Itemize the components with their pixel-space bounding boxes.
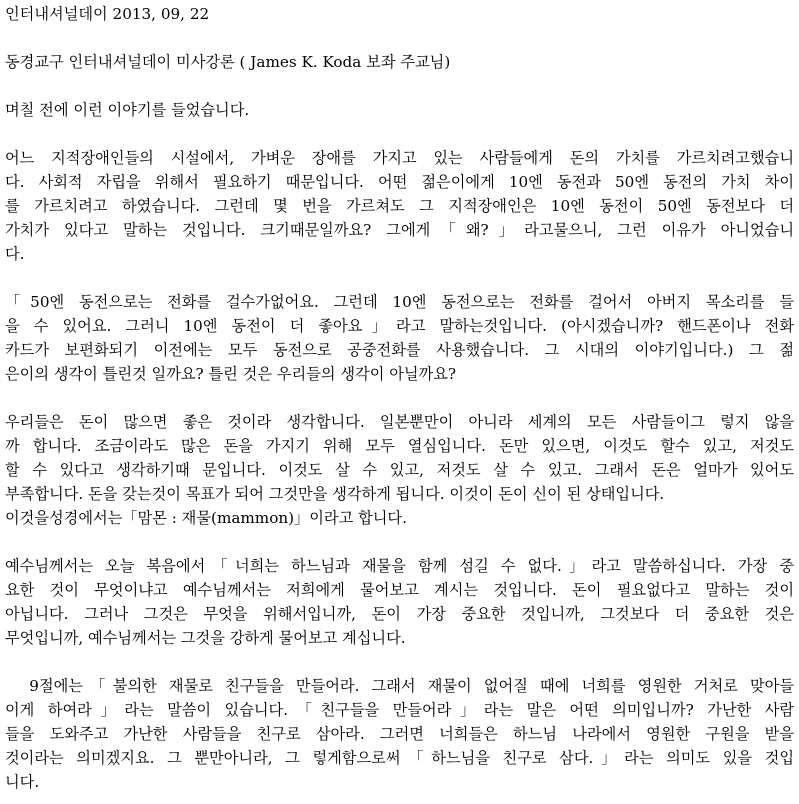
paragraph-line: 다. 사회적 자립을 위해서 필요하기 때문입니다. 어떤 젊은이에게 10엔 동전과 50엔 동전의 가치 차이 [5,173,794,191]
paragraph-line: 이게 하여라」라는 말씀이 있습니다.「친구들을 만들어라」라는 말은 어떤 의미입니까? 가난한 사람 [5,701,794,719]
spacer [5,530,794,554]
paragraph-line: 를 가르치려고 하였습니다. 그런데 몇 번을 가르쳐도 그 지적장애인은 10엔 동전이 50엔 동전보다 더 [5,197,794,215]
paragraph-line: 요한 것이 무엇이냐고 예수님께서는 저희에게 물어보고 계시는 것입니다. 돈이 필요없다고 말하는 것이 [5,581,794,599]
paragraph-line: 며칠 전에 이런 이야기를 들었습니다. [5,101,250,119]
spacer [5,266,794,290]
paragraph-line: 부족합니다. 돈을 갖는것이 목표가 되어 그것만을 생각하게 됩니다. 이것이 돈이 신이 된 상태입니다. [5,485,665,503]
paragraph-money [5,410,794,530]
spacer [5,650,794,674]
paragraph-line: 아닙니다. 그러나 그것은 무엇을 위해서입니까, 돈이 가장 중요한 것입니까, 그것보다 더 중요한 것은 [5,605,794,623]
paragraph-line: 할 수 있다고 생각하기때 문입니다. 이것도 살 수 있고, 저것도 살 수 있고. 그래서 돈은 얼마가 있어도 [5,461,794,479]
paragraph-line: 들을 도와주고 가난한 사람들을 친구로 삼아라. 그러면 너희들은 하느님 나라에서 영원한 구원을 받을 [5,725,794,743]
paragraph-story [5,146,794,266]
spacer [5,122,794,146]
paragraph-gospel [5,554,794,650]
paragraph-line: 것이라는 의미겠지요. 그 뿐만아니라, 그 렇게함으로써「하느님을 친구로 삼다.」라는 의미도 있을 것입 [5,749,794,767]
paragraph-line: 우리들은 돈이 많으면 좋은 것이라 생각합니다. 일본뿐만이 아니라 세계의 모든 사람들이그 렇지 않을 [5,413,794,431]
spacer [5,26,794,50]
spacer [5,74,794,98]
paragraph-line: 니다. [5,773,40,791]
paragraph-line: 까 합니다. 조금이라도 많은 돈을 가지기 위해 모두 열심입니다. 돈만 있으면, 이것도 할수 있고, 저것도 [5,437,794,455]
paragraph-line: 이것을성경에서는「맘몬 : 재물(mammon)」이라고 합니다. [5,509,407,527]
paragraph-line: 무엇입니까, 예수님께서는 그것을 강하게 물어보고 계십니다. [5,629,406,647]
paragraph-intro [5,98,794,122]
paragraph-verse9 [5,674,794,794]
date-line: 인터내셔널데이 2013, 09, 22 [5,5,210,23]
paragraph-line: 은이의 생각이 틀린것 일까요? 틀린 것은 우리들의 생각이 아닐까요? [5,365,457,383]
paragraph-line: 을 수 있어요. 그러니 10엔 동전이 더 좋아요」라고 말하는것입니다. (아시겠습니까? 핸드폰이나 전화 [5,317,794,335]
paragraph-line: 어느 지적장애인들의 시설에서, 가벼운 장애를 가지고 있는 사람들에게 돈의 가치를 가르치려고했습니 [5,149,794,167]
paragraph-line: 카드가 보편화되기 이전에는 모두 동전으로 공중전화를 사용했습니다. 그 시대의 이야기입니다.) 그 젊 [5,341,794,359]
spacer [5,386,794,410]
paragraph-line: 9절에는「불의한 재물로 친구들을 만들어라. 그래서 재물이 없어질 때에 너희를 영원한 거처로 맞아들 [5,677,794,695]
title-line: 동경교구 인터내셔널데이 미사강론 ( James K. Koda 보좌 주교님) [5,53,451,71]
paragraph-line: 「50엔 동전으로는 전화를 걸수가없어요. 그런데 10엔 동전으로는 전화를 걸어서 아버지 목소리를 들 [5,293,794,311]
paragraph-line: 예수님께서는 오늘 복음에서「너희는 하느님과 재물을 함께 섬길 수 없다.」라고 말씀하십니다. 가장 중 [5,557,794,575]
paragraph-phone [5,290,794,386]
paragraph-line: 다. [5,245,25,263]
paragraph-line: 가치가 있다고 말하는 것입니다. 크기때문일까요? 그에게「왜?」라고물으니, 그런 이유가 아니었습니 [5,221,794,239]
document-body [5,2,794,794]
